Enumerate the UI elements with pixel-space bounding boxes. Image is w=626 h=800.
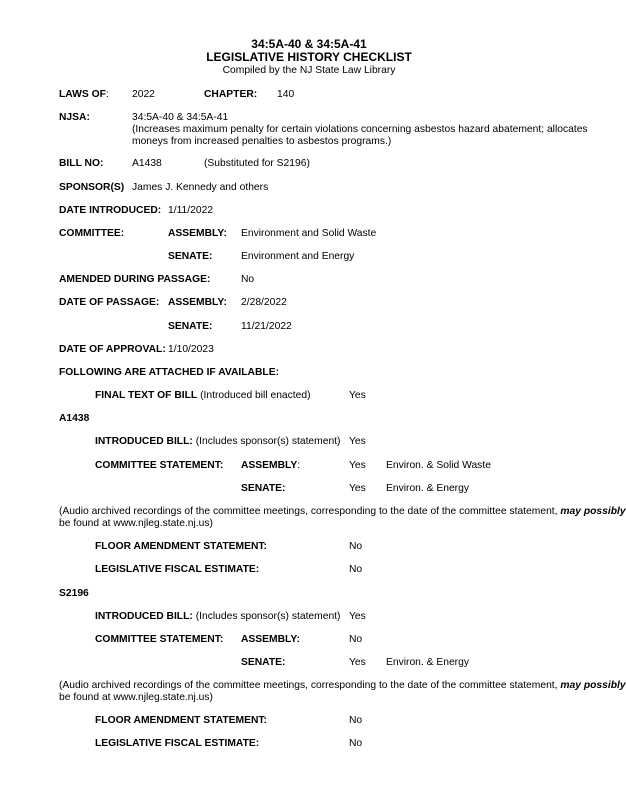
a1438-audio-note-line-1: (Audio archived recordings of the committee meetings, corresponding to the date of the committee statement, may possibly [59, 506, 626, 517]
date-of-approval-value: 1/10/2023 [168, 344, 214, 355]
a1438-cs-assembly-committee: Environ. & Solid Waste [386, 460, 491, 471]
passage-senate-label: SENATE: [168, 321, 213, 332]
laws-of-label: LAWS OF: [59, 89, 109, 100]
s2196-cs-senate-value: Yes [349, 657, 366, 668]
s2196-audio-note-line-2: be found at www.njleg.state.nj.us) [59, 692, 213, 703]
njsa-value: 34:5A-40 & 34:5A-41 [132, 112, 229, 123]
s2196-cs-senate-committee: Environ. & Energy [386, 657, 469, 668]
title-line-1: 34:5A-40 & 34:5A-41 [251, 37, 367, 51]
date-introduced-value: 1/11/2022 [168, 205, 214, 216]
passage-assembly-value: 2/28/2022 [241, 297, 287, 308]
passage-senate-value: 11/21/2022 [241, 321, 292, 332]
date-introduced-label: DATE INTRODUCED: [59, 205, 162, 216]
s2196-floor-amendment-value: No [349, 715, 363, 726]
attached-heading: FOLLOWING ARE ATTACHED IF AVAILABLE: [59, 367, 280, 378]
committee-assembly-label: ASSEMBLY: [168, 228, 227, 239]
final-text-label: FINAL TEXT OF BILL (Introduced bill enacted) [95, 390, 311, 401]
s2196-introduced-value: Yes [349, 611, 366, 622]
a1438-committee-statement-label: COMMITTEE STATEMENT: [95, 460, 224, 471]
njsa-description-line-2: moneys from increased penalties to asbestos programs.) [132, 136, 392, 147]
s2196-floor-amendment-label: FLOOR AMENDMENT STATEMENT: [95, 715, 267, 726]
a1438-floor-amendment-value: No [349, 541, 363, 552]
s2196-heading: S2196 [59, 588, 89, 599]
amended-value: No [241, 274, 255, 285]
a1438-audio-note-line-2: be found at www.njleg.state.nj.us) [59, 518, 213, 529]
chapter-value: 140 [277, 89, 295, 100]
s2196-cs-assembly-label: ASSEMBLY: [241, 634, 300, 645]
bill-no-value: A1438 [132, 158, 162, 169]
a1438-introduced-value: Yes [349, 436, 366, 447]
committee-assembly-value: Environment and Solid Waste [241, 228, 377, 239]
committee-senate-value: Environment and Energy [241, 251, 355, 262]
a1438-cs-senate-committee: Environ. & Energy [386, 483, 469, 494]
chapter-label: CHAPTER: [204, 89, 258, 100]
title-line-2: LEGISLATIVE HISTORY CHECKLIST [206, 50, 412, 64]
s2196-introduced-label: INTRODUCED BILL: (Includes sponsor(s) statement) [95, 611, 341, 622]
bill-no-label: BILL NO: [59, 158, 104, 169]
a1438-cs-assembly-label: ASSEMBLY: [241, 460, 301, 471]
a1438-cs-senate-value: Yes [349, 483, 366, 494]
a1438-cs-senate-label: SENATE: [241, 483, 286, 494]
a1438-fiscal-estimate-label: LEGISLATIVE FISCAL ESTIMATE: [95, 564, 260, 575]
a1438-heading: A1438 [59, 413, 90, 424]
amended-label: AMENDED DURING PASSAGE: [59, 274, 211, 285]
sponsors-value: James J. Kennedy and others [132, 182, 269, 193]
passage-assembly-label: ASSEMBLY: [168, 297, 227, 308]
committee-senate-label: SENATE: [168, 251, 213, 262]
bill-substituted: (Substituted for S2196) [204, 158, 310, 169]
s2196-fiscal-estimate-label: LEGISLATIVE FISCAL ESTIMATE: [95, 738, 260, 749]
date-of-approval-label: DATE OF APPROVAL: [59, 344, 166, 355]
a1438-floor-amendment-label: FLOOR AMENDMENT STATEMENT: [95, 541, 267, 552]
laws-of-value: 2022 [132, 89, 155, 100]
compiled-by: Compiled by the NJ State Law Library [222, 65, 396, 76]
s2196-cs-senate-label: SENATE: [241, 657, 286, 668]
final-text-value: Yes [349, 390, 366, 401]
s2196-cs-assembly-value: No [349, 634, 363, 645]
a1438-introduced-label: INTRODUCED BILL: (Includes sponsor(s) statement) [95, 436, 341, 447]
njsa-description-line-1: (Increases maximum penalty for certain violations concerning asbestos hazard abatement; allocates [132, 124, 588, 135]
s2196-committee-statement-label: COMMITTEE STATEMENT: [95, 634, 224, 645]
sponsors-label: SPONSOR(S) [59, 182, 125, 193]
s2196-fiscal-estimate-value: No [349, 738, 363, 749]
a1438-fiscal-estimate-value: No [349, 564, 363, 575]
committee-label: COMMITTEE: [59, 228, 125, 239]
njsa-label: NJSA: [59, 112, 90, 123]
s2196-audio-note-line-1: (Audio archived recordings of the committee meetings, corresponding to the date of the committee statement, may possibly [59, 680, 626, 691]
date-of-passage-label: DATE OF PASSAGE: [59, 297, 160, 308]
a1438-cs-assembly-value: Yes [349, 460, 366, 471]
